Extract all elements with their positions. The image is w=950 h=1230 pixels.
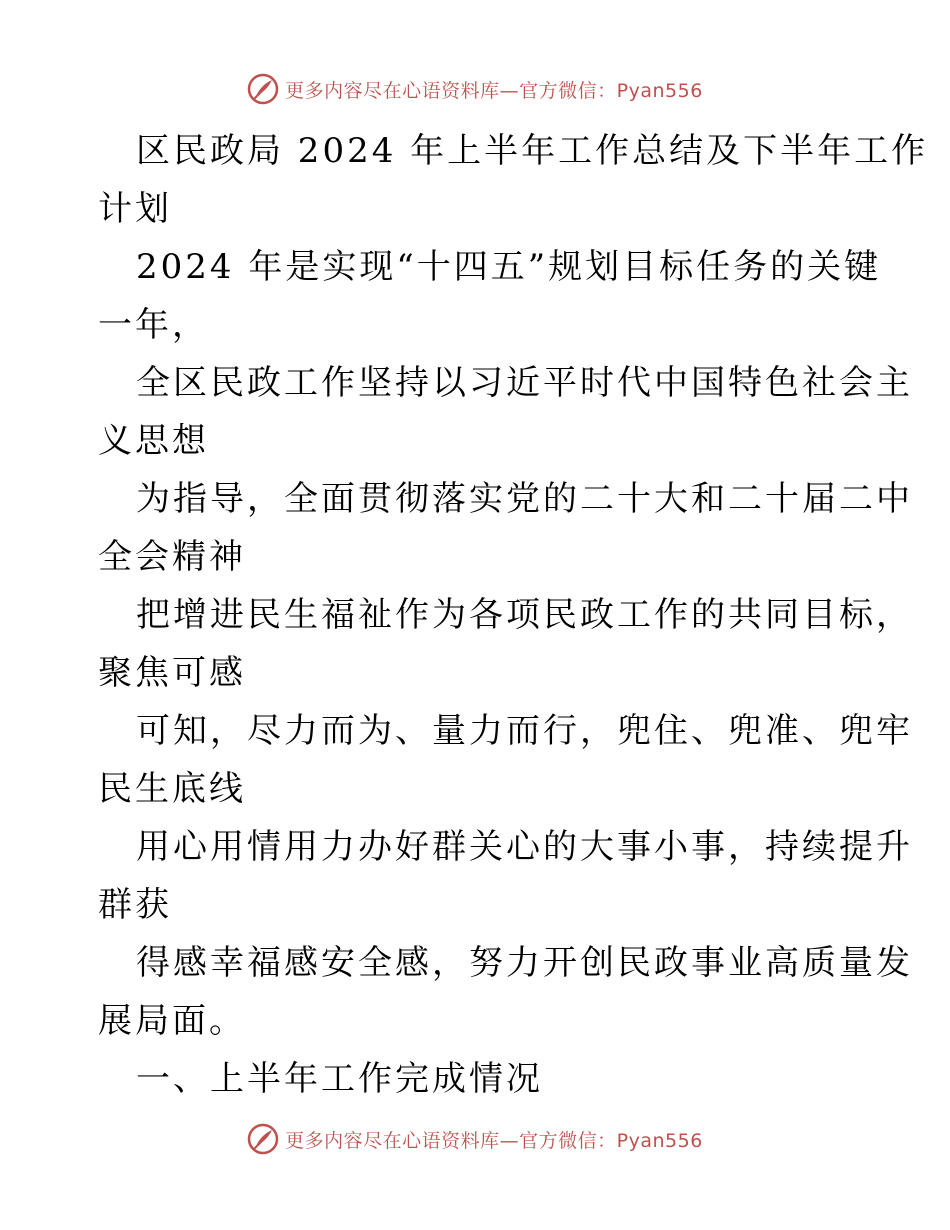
text-line: 计划	[98, 189, 172, 229]
text-line: 区民政局 2024 年上半年工作总结及下半年工作	[136, 131, 929, 171]
text-line: 展局面。	[98, 1001, 246, 1041]
feather-pen-logo-icon	[247, 73, 279, 105]
header-watermark	[0, 72, 950, 106]
feather-pen-logo-icon	[247, 1123, 279, 1155]
text-line: 2024 年是实现“十四五”规划目标任务的关键	[136, 247, 882, 287]
text-line: 用心用情用力办好群关心的大事小事，持续提升	[136, 827, 913, 867]
text-line: 得感幸福感安全感，努力开创民政事业高质量发	[136, 943, 913, 983]
text-line: 为指导，全面贯彻落实党的二十大和二十届二中	[136, 479, 913, 519]
text-line: 把增进民生福祉作为各项民政工作的共同目标，	[136, 595, 913, 635]
watermark-text: 更多内容尽在心语资料库—官方微信：Pyan556	[285, 79, 703, 102]
text-line: 民生底线	[98, 769, 246, 809]
document-body	[98, 122, 929, 1108]
footer-watermark	[0, 1122, 950, 1156]
text-line: 义思想	[98, 421, 209, 461]
text-line: 聚焦可感	[98, 653, 246, 693]
text-line: 全会精神	[98, 537, 246, 577]
text-line: 全区民政工作坚持以习近平时代中国特色社会主	[136, 363, 913, 403]
text-line: 可知，尽力而为、量力而行，兜住、兜准、兜牢	[136, 711, 913, 751]
watermark-text: 更多内容尽在心语资料库—官方微信：Pyan556	[285, 1129, 703, 1152]
text-line: 一年，	[98, 305, 209, 345]
text-line: 群获	[98, 885, 172, 925]
section-heading: 一、上半年工作完成情况	[136, 1059, 543, 1099]
